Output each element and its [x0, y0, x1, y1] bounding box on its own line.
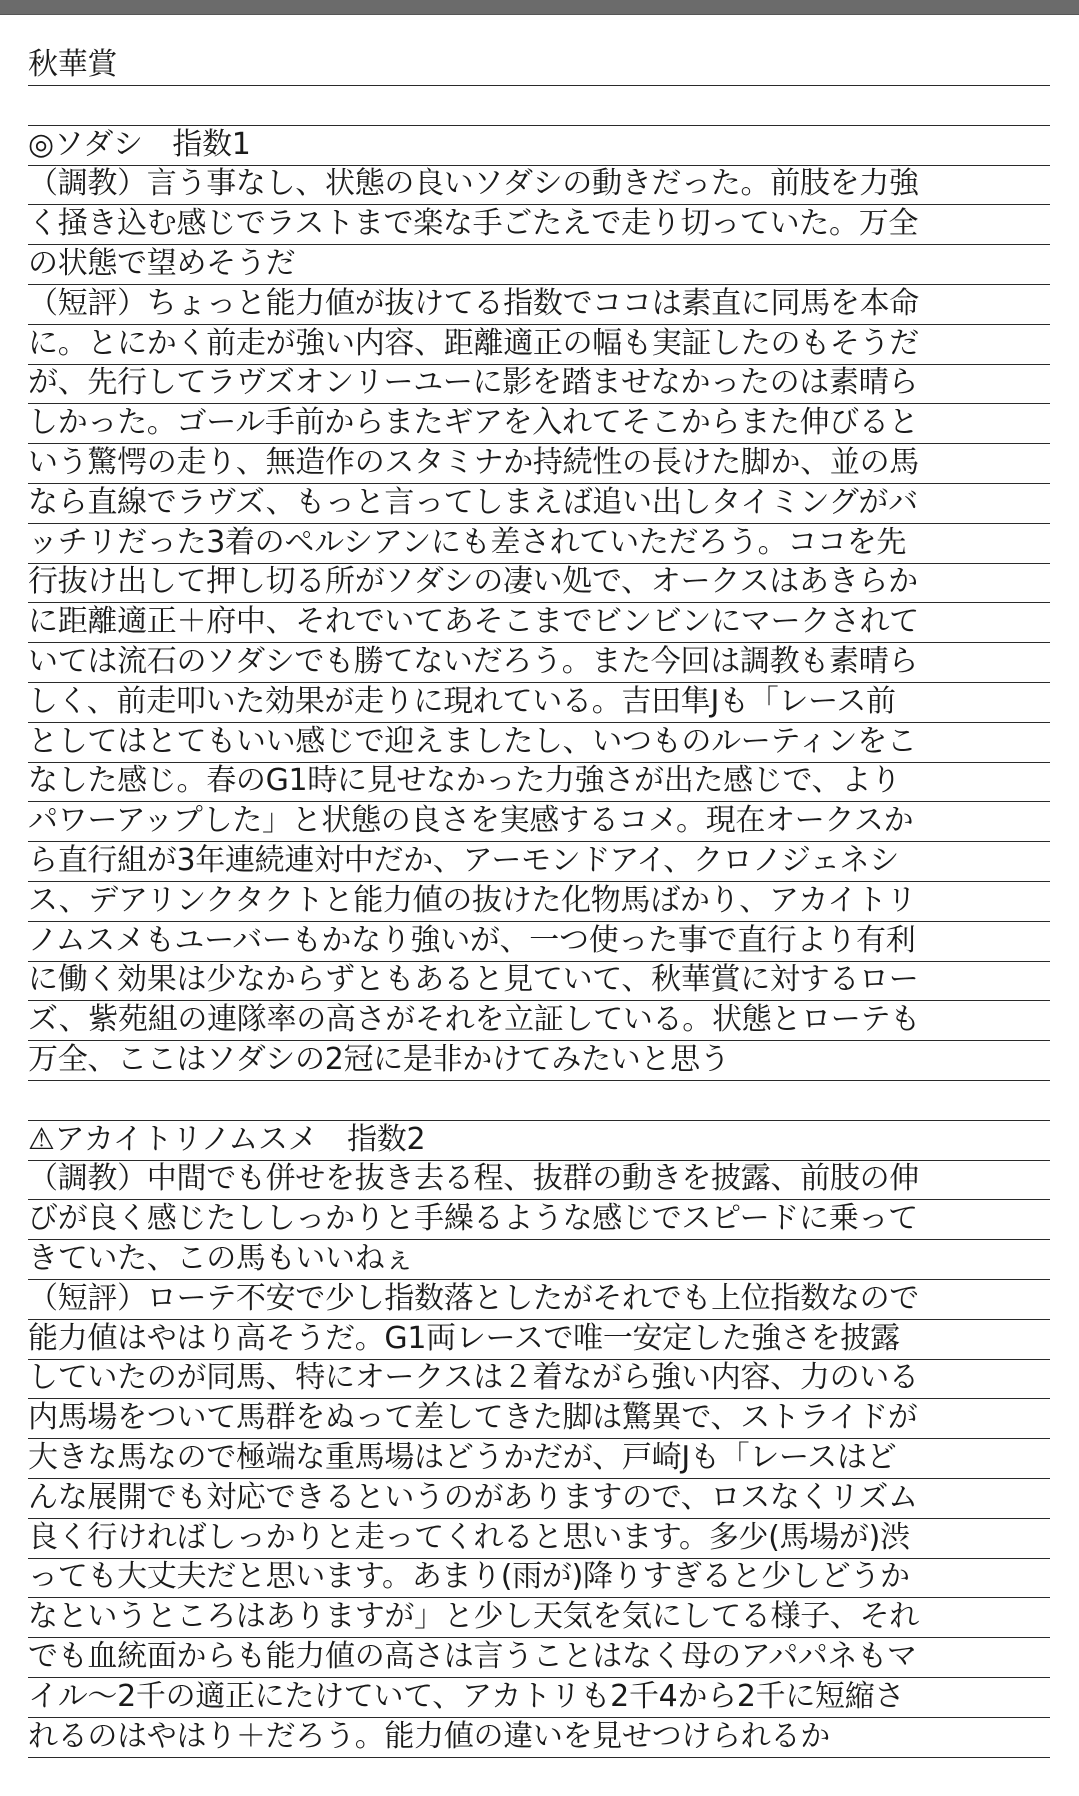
text-line[interactable]: しかった。ゴール手前からまたギアを入れてそこからまた伸びると — [28, 403, 1050, 444]
text-line[interactable]: く掻き込む感じでラストまで楽な手ごたえで走り切っていた。万全 — [28, 204, 1050, 245]
note-title[interactable]: 秋華賞 — [28, 45, 1050, 86]
blank-line[interactable] — [28, 85, 1050, 126]
text-line[interactable]: ス、デアリンクタクトと能力値の抜けた化物馬ばかり、アカイトリ — [28, 881, 1050, 922]
text-line[interactable]: に。とにかく前走が強い内容、距離適正の幅も実証したのもそうだ — [28, 324, 1050, 365]
text-line[interactable]: の状態で望めそうだ — [28, 244, 1050, 285]
blank-line[interactable] — [28, 1080, 1050, 1121]
text-line[interactable]: いう驚愕の走り、無造作のスタミナか持続性の長けた脚か、並の馬 — [28, 443, 1050, 484]
text-line[interactable]: （調教）言う事なし、状態の良いソダシの動きだった。前肢を力強 — [28, 164, 1050, 205]
text-line[interactable]: ッチリだった3着のペルシアンにも差されていただろう。ココを先 — [28, 523, 1050, 564]
status-bar — [0, 0, 1079, 15]
text-line[interactable]: 行抜け出して押し切る所がソダシの凄い処で、オークスはあきらか — [28, 562, 1050, 603]
text-line[interactable]: が、先行してラヴズオンリーユーに影を踏ませなかったのは素晴ら — [28, 363, 1050, 404]
text-line[interactable]: 内馬場をついて馬群をぬって差してきた脚は驚異で、ストライドが — [28, 1398, 1050, 1439]
text-line[interactable]: 良く行ければしっかりと走ってくれると思います。多少(馬場が)渋 — [28, 1518, 1050, 1559]
text-line[interactable]: びが良く感じたししっかりと手繰るような感じでスピードに乗って — [28, 1199, 1050, 1240]
text-line[interactable]: ら直行組が3年連続連対中だか、アーモンドアイ、クロノジェネシ — [28, 841, 1050, 882]
text-line[interactable]: ◎ソダシ 指数1 — [28, 125, 1050, 166]
text-line[interactable]: しく、前走叩いた効果が走りに現れている。吉田隼Jも「レース前 — [28, 682, 1050, 723]
text-line[interactable]: していたのが同馬、特にオークスは２着ながら強い内容、力のいる — [28, 1358, 1050, 1399]
text-line[interactable]: ズ、紫苑組の連隊率の高さがそれを立証している。状態とローテも — [28, 1000, 1050, 1041]
text-line[interactable]: きていた、この馬もいいねぇ — [28, 1239, 1050, 1280]
text-line[interactable]: 能力値はやはり高そうだ。G1両レースで唯一安定した強さを披露 — [28, 1319, 1050, 1360]
text-line[interactable]: れるのはやはり＋だろう。能力値の違いを見せつけられるか — [28, 1717, 1050, 1758]
text-line[interactable]: に働く効果は少なからずともあると見ていて、秋華賞に対するロー — [28, 960, 1050, 1001]
text-line[interactable]: （短評）ローテ不安で少し指数落としたがそれでも上位指数なので — [28, 1279, 1050, 1320]
text-line[interactable]: でも血統面からも能力値の高さは言うことはなく母のアパパネもマ — [28, 1637, 1050, 1678]
text-line[interactable]: イル〜2千の適正にたけていて、アカトリも2千4から2千に短縮さ — [28, 1677, 1050, 1718]
text-line[interactable]: に距離適正＋府中、それでいてあそこまでビンビンにマークされて — [28, 602, 1050, 643]
text-line[interactable]: なら直線でラヴズ、もっと言ってしまえば追い出しタイミングがバ — [28, 483, 1050, 524]
text-line[interactable]: なした感じ。春のG1時に見せなかった力強さが出た感じで、より — [28, 761, 1050, 802]
text-line[interactable]: 大きな馬なので極端な重馬場はどうかだが、戸崎Jも「レースはど — [28, 1438, 1050, 1479]
text-line[interactable]: ノムスメもユーバーもかなり強いが、一つ使った事で直行より有利 — [28, 921, 1050, 962]
text-line[interactable]: ⚠アカイトリノムスメ 指数2 — [28, 1120, 1050, 1161]
text-line[interactable]: んな展開でも対応できるというのがありますので、ロスなくリズム — [28, 1478, 1050, 1519]
text-line[interactable]: （短評）ちょっと能力値が抜けてる指数でココは素直に同馬を本命 — [28, 284, 1050, 325]
text-line[interactable]: なというところはありますが」と少し天気を気にしてる様子、それ — [28, 1597, 1050, 1638]
text-line[interactable]: としてはとてもいい感じで迎えましたし、いつものルーティンをこ — [28, 722, 1050, 763]
text-line[interactable]: いては流石のソダシでも勝てないだろう。また今回は調教も素晴ら — [28, 642, 1050, 683]
text-line[interactable]: 万全、ここはソダシの2冠に是非かけてみたいと思う — [28, 1040, 1050, 1081]
text-line[interactable]: パワーアップした」と状態の良さを実感するコメ。現在オークスか — [28, 801, 1050, 842]
text-line[interactable]: っても大丈夫だと思います。あまり(雨が)降りすぎると少しどうか — [28, 1557, 1050, 1598]
text-line[interactable]: （調教）中間でも併せを抜き去る程、抜群の動きを披露、前肢の伸 — [28, 1159, 1050, 1200]
